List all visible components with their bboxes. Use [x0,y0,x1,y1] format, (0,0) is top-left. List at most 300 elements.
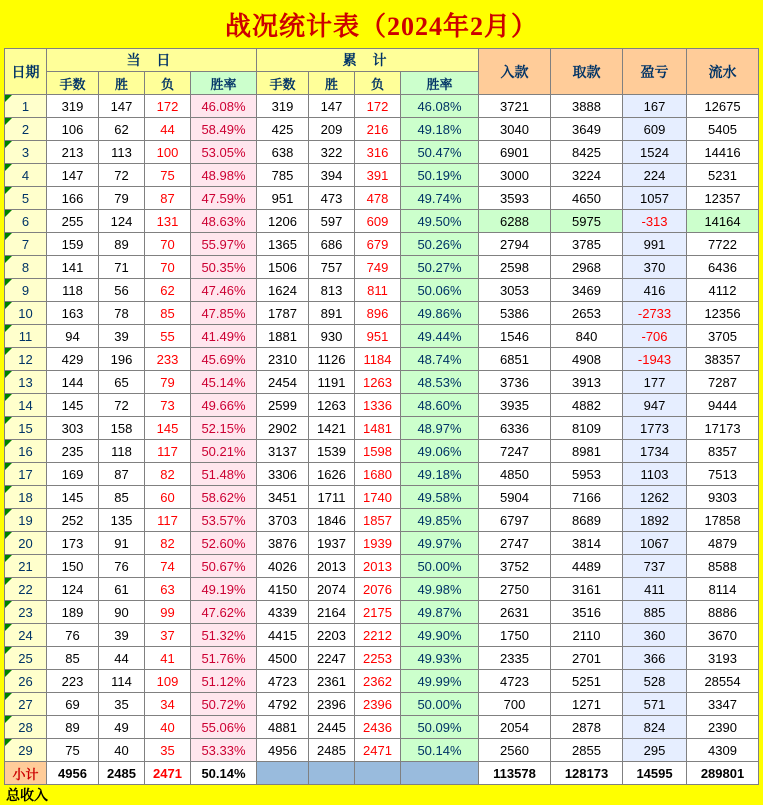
today-loss: 131 [144,210,190,233]
deposit: 6851 [479,348,551,371]
header-withdraw: 取款 [551,49,623,95]
profit: -2733 [623,302,687,325]
today-winrate: 51.32% [190,624,256,647]
total-winrate: 49.93% [401,647,479,670]
total-loss: 1184 [355,348,401,371]
today-hands: 159 [46,233,98,256]
total-loss: 896 [355,302,401,325]
total-win: 1191 [309,371,355,394]
today-loss: 37 [144,624,190,647]
header-turnover: 流水 [687,49,759,95]
row-date: 25 [4,647,46,670]
today-winrate: 50.35% [190,256,256,279]
today-loss: 60 [144,486,190,509]
turnover: 9303 [687,486,759,509]
total-win: 597 [309,210,355,233]
today-win: 147 [98,95,144,118]
deposit: 2598 [479,256,551,279]
total-winrate: 49.06% [401,440,479,463]
today-winrate: 49.19% [190,578,256,601]
row-date: 27 [4,693,46,716]
total-income-label: 总收入 [0,785,763,805]
table-row [4,371,758,394]
header-total-win: 胜 [309,72,355,95]
today-hands: 235 [46,440,98,463]
deposit: 2631 [479,601,551,624]
total-hands: 1365 [257,233,309,256]
summary-today-winrate: 50.14% [190,762,256,785]
today-loss: 172 [144,95,190,118]
row-date: 15 [4,417,46,440]
today-winrate: 58.49% [190,118,256,141]
total-hands: 4339 [257,601,309,624]
total-hands: 951 [257,187,309,210]
deposit: 6288 [479,210,551,233]
turnover: 4309 [687,739,759,762]
today-loss: 44 [144,118,190,141]
total-winrate: 49.18% [401,463,479,486]
total-hands: 2454 [257,371,309,394]
table-row [4,555,758,578]
total-hands: 1881 [257,325,309,348]
today-loss: 117 [144,509,190,532]
today-loss: 41 [144,647,190,670]
total-hands: 3876 [257,532,309,555]
total-winrate: 49.99% [401,670,479,693]
summary-blank-1 [257,762,309,785]
total-hands: 4792 [257,693,309,716]
today-hands: 255 [46,210,98,233]
total-hands: 4881 [257,716,309,739]
today-loss: 35 [144,739,190,762]
total-loss: 2253 [355,647,401,670]
deposit: 6901 [479,141,551,164]
today-hands: 173 [46,532,98,555]
total-loss: 679 [355,233,401,256]
total-win: 930 [309,325,355,348]
today-winrate: 52.60% [190,532,256,555]
today-winrate: 47.59% [190,187,256,210]
today-hands: 163 [46,302,98,325]
today-loss: 117 [144,440,190,463]
table-row [4,647,758,670]
today-loss: 99 [144,601,190,624]
today-win: 87 [98,463,144,486]
row-date: 7 [4,233,46,256]
today-win: 44 [98,647,144,670]
total-win: 394 [309,164,355,187]
deposit: 2747 [479,532,551,555]
today-win: 35 [98,693,144,716]
today-hands: 429 [46,348,98,371]
total-winrate: 49.44% [401,325,479,348]
today-loss: 55 [144,325,190,348]
withdraw: 4908 [551,348,623,371]
today-hands: 106 [46,118,98,141]
turnover: 14164 [687,210,759,233]
today-win: 124 [98,210,144,233]
total-win: 1263 [309,394,355,417]
header-today-win: 胜 [98,72,144,95]
row-date: 22 [4,578,46,601]
total-win: 2203 [309,624,355,647]
today-loss: 85 [144,302,190,325]
total-loss: 2436 [355,716,401,739]
today-hands: 145 [46,394,98,417]
row-date: 13 [4,371,46,394]
deposit: 1546 [479,325,551,348]
today-winrate: 47.62% [190,601,256,624]
today-win: 49 [98,716,144,739]
today-winrate: 47.85% [190,302,256,325]
total-hands: 4415 [257,624,309,647]
header-total-loss: 负 [355,72,401,95]
total-winrate: 50.27% [401,256,479,279]
profit: 1262 [623,486,687,509]
total-winrate: 49.50% [401,210,479,233]
row-date: 26 [4,670,46,693]
total-hands: 1506 [257,256,309,279]
withdraw: 3516 [551,601,623,624]
withdraw: 2653 [551,302,623,325]
total-loss: 1680 [355,463,401,486]
profit: 571 [623,693,687,716]
today-win: 90 [98,601,144,624]
profit: 609 [623,118,687,141]
total-hands: 3137 [257,440,309,463]
withdraw: 8689 [551,509,623,532]
total-hands: 1206 [257,210,309,233]
today-hands: 150 [46,555,98,578]
withdraw: 3785 [551,233,623,256]
deposit: 3736 [479,371,551,394]
table-row [4,302,758,325]
withdraw: 2878 [551,716,623,739]
deposit: 3053 [479,279,551,302]
today-win: 56 [98,279,144,302]
turnover: 12357 [687,187,759,210]
header-today-loss: 负 [144,72,190,95]
profit: 1524 [623,141,687,164]
total-hands: 2902 [257,417,309,440]
total-win: 147 [309,95,355,118]
summary-row [4,762,758,785]
total-loss: 1857 [355,509,401,532]
profit: 167 [623,95,687,118]
row-date: 14 [4,394,46,417]
withdraw: 3814 [551,532,623,555]
total-loss: 478 [355,187,401,210]
today-loss: 145 [144,417,190,440]
today-hands: 85 [46,647,98,670]
profit: 947 [623,394,687,417]
today-hands: 147 [46,164,98,187]
today-hands: 69 [46,693,98,716]
withdraw: 3913 [551,371,623,394]
row-date: 28 [4,716,46,739]
profit: -313 [623,210,687,233]
turnover: 5405 [687,118,759,141]
table-row [4,601,758,624]
turnover: 8114 [687,578,759,601]
today-win: 79 [98,187,144,210]
total-win: 2361 [309,670,355,693]
today-hands: 94 [46,325,98,348]
deposit: 2750 [479,578,551,601]
total-loss: 749 [355,256,401,279]
today-win: 76 [98,555,144,578]
row-date: 8 [4,256,46,279]
stats-table [4,48,759,785]
total-win: 2485 [309,739,355,762]
deposit: 6336 [479,417,551,440]
total-winrate: 49.97% [401,532,479,555]
today-win: 118 [98,440,144,463]
total-win: 1846 [309,509,355,532]
turnover: 4879 [687,532,759,555]
summary-today-hands: 4956 [46,762,98,785]
row-date: 29 [4,739,46,762]
total-winrate: 49.74% [401,187,479,210]
today-loss: 70 [144,256,190,279]
total-winrate: 49.86% [401,302,479,325]
header-total-winrate: 胜率 [401,72,479,95]
deposit: 3000 [479,164,551,187]
total-hands: 4723 [257,670,309,693]
profit: 177 [623,371,687,394]
today-hands: 303 [46,417,98,440]
today-loss: 79 [144,371,190,394]
total-win: 473 [309,187,355,210]
table-row [4,210,758,233]
turnover: 3193 [687,647,759,670]
total-loss: 1336 [355,394,401,417]
total-win: 1539 [309,440,355,463]
today-loss: 75 [144,164,190,187]
total-hands: 4956 [257,739,309,762]
turnover: 9444 [687,394,759,417]
total-win: 1421 [309,417,355,440]
profit: 1734 [623,440,687,463]
table-row [4,95,758,118]
withdraw: 840 [551,325,623,348]
profit: 1057 [623,187,687,210]
today-loss: 74 [144,555,190,578]
total-win: 2074 [309,578,355,601]
total-hands: 4026 [257,555,309,578]
row-date: 23 [4,601,46,624]
total-hands: 4150 [257,578,309,601]
today-winrate: 55.97% [190,233,256,256]
today-winrate: 48.98% [190,164,256,187]
today-win: 39 [98,624,144,647]
today-winrate: 46.08% [190,95,256,118]
profit: 224 [623,164,687,187]
table-row [4,624,758,647]
total-hands: 3306 [257,463,309,486]
total-win: 1711 [309,486,355,509]
today-win: 72 [98,164,144,187]
today-hands: 223 [46,670,98,693]
row-date: 18 [4,486,46,509]
table-row [4,509,758,532]
turnover: 7287 [687,371,759,394]
total-winrate: 48.60% [401,394,479,417]
profit: 1773 [623,417,687,440]
today-loss: 62 [144,279,190,302]
today-winrate: 52.15% [190,417,256,440]
total-loss: 1939 [355,532,401,555]
profit: 991 [623,233,687,256]
today-winrate: 53.57% [190,509,256,532]
today-win: 135 [98,509,144,532]
summary-turnover: 289801 [687,762,759,785]
deposit: 3752 [479,555,551,578]
today-winrate: 50.21% [190,440,256,463]
total-hands: 3451 [257,486,309,509]
profit: 737 [623,555,687,578]
profit: 411 [623,578,687,601]
total-hands: 425 [257,118,309,141]
table-row [4,233,758,256]
summary-blank-3 [355,762,401,785]
total-loss: 391 [355,164,401,187]
withdraw: 2701 [551,647,623,670]
today-winrate: 41.49% [190,325,256,348]
today-hands: 169 [46,463,98,486]
today-winrate: 58.62% [190,486,256,509]
summary-profit: 14595 [623,762,687,785]
total-loss: 2175 [355,601,401,624]
today-winrate: 55.06% [190,716,256,739]
row-date: 20 [4,532,46,555]
turnover: 3670 [687,624,759,647]
withdraw: 2110 [551,624,623,647]
row-date: 2 [4,118,46,141]
turnover: 8588 [687,555,759,578]
today-win: 158 [98,417,144,440]
turnover: 2390 [687,716,759,739]
profit: 1892 [623,509,687,532]
table-row [4,532,758,555]
today-winrate: 51.48% [190,463,256,486]
total-loss: 811 [355,279,401,302]
table-row [4,256,758,279]
turnover: 8357 [687,440,759,463]
withdraw: 8109 [551,417,623,440]
today-hands: 89 [46,716,98,739]
total-winrate: 49.18% [401,118,479,141]
total-win: 2164 [309,601,355,624]
today-win: 114 [98,670,144,693]
total-winrate: 50.14% [401,739,479,762]
deposit: 5386 [479,302,551,325]
total-win: 813 [309,279,355,302]
turnover: 8886 [687,601,759,624]
deposit: 3593 [479,187,551,210]
today-win: 71 [98,256,144,279]
row-date: 10 [4,302,46,325]
total-winrate: 50.47% [401,141,479,164]
today-win: 62 [98,118,144,141]
turnover: 17858 [687,509,759,532]
profit: 824 [623,716,687,739]
today-hands: 141 [46,256,98,279]
total-winrate: 50.00% [401,555,479,578]
table-row [4,693,758,716]
deposit: 2335 [479,647,551,670]
today-hands: 145 [46,486,98,509]
total-loss: 2212 [355,624,401,647]
total-hands: 638 [257,141,309,164]
turnover: 12675 [687,95,759,118]
profit: 370 [623,256,687,279]
total-winrate: 50.09% [401,716,479,739]
profit: 295 [623,739,687,762]
table-row [4,141,758,164]
today-winrate: 49.66% [190,394,256,417]
table-body [4,95,758,762]
total-win: 2247 [309,647,355,670]
row-date: 5 [4,187,46,210]
total-winrate: 50.19% [401,164,479,187]
withdraw: 5975 [551,210,623,233]
today-winrate: 45.14% [190,371,256,394]
today-loss: 63 [144,578,190,601]
today-winrate: 53.33% [190,739,256,762]
total-loss: 316 [355,141,401,164]
today-loss: 100 [144,141,190,164]
total-winrate: 48.74% [401,348,479,371]
total-winrate: 50.00% [401,693,479,716]
row-date: 1 [4,95,46,118]
total-loss: 2396 [355,693,401,716]
withdraw: 3649 [551,118,623,141]
withdraw: 4650 [551,187,623,210]
today-loss: 233 [144,348,190,371]
today-winrate: 48.63% [190,210,256,233]
summary-deposit: 113578 [479,762,551,785]
profit: 416 [623,279,687,302]
withdraw: 3224 [551,164,623,187]
header-profit: 盈亏 [623,49,687,95]
total-win: 757 [309,256,355,279]
table-row [4,440,758,463]
today-win: 85 [98,486,144,509]
total-loss: 609 [355,210,401,233]
today-hands: 213 [46,141,98,164]
total-win: 322 [309,141,355,164]
today-win: 196 [98,348,144,371]
withdraw: 4489 [551,555,623,578]
withdraw: 3161 [551,578,623,601]
table-row [4,279,758,302]
total-loss: 172 [355,95,401,118]
turnover: 3347 [687,693,759,716]
turnover: 4112 [687,279,759,302]
profit: 528 [623,670,687,693]
total-hands: 4500 [257,647,309,670]
today-win: 61 [98,578,144,601]
total-win: 209 [309,118,355,141]
summary-label: 小计 [4,762,46,785]
today-hands: 124 [46,578,98,601]
total-win: 2445 [309,716,355,739]
total-winrate: 49.85% [401,509,479,532]
row-date: 4 [4,164,46,187]
total-hands: 319 [257,95,309,118]
table-row [4,578,758,601]
